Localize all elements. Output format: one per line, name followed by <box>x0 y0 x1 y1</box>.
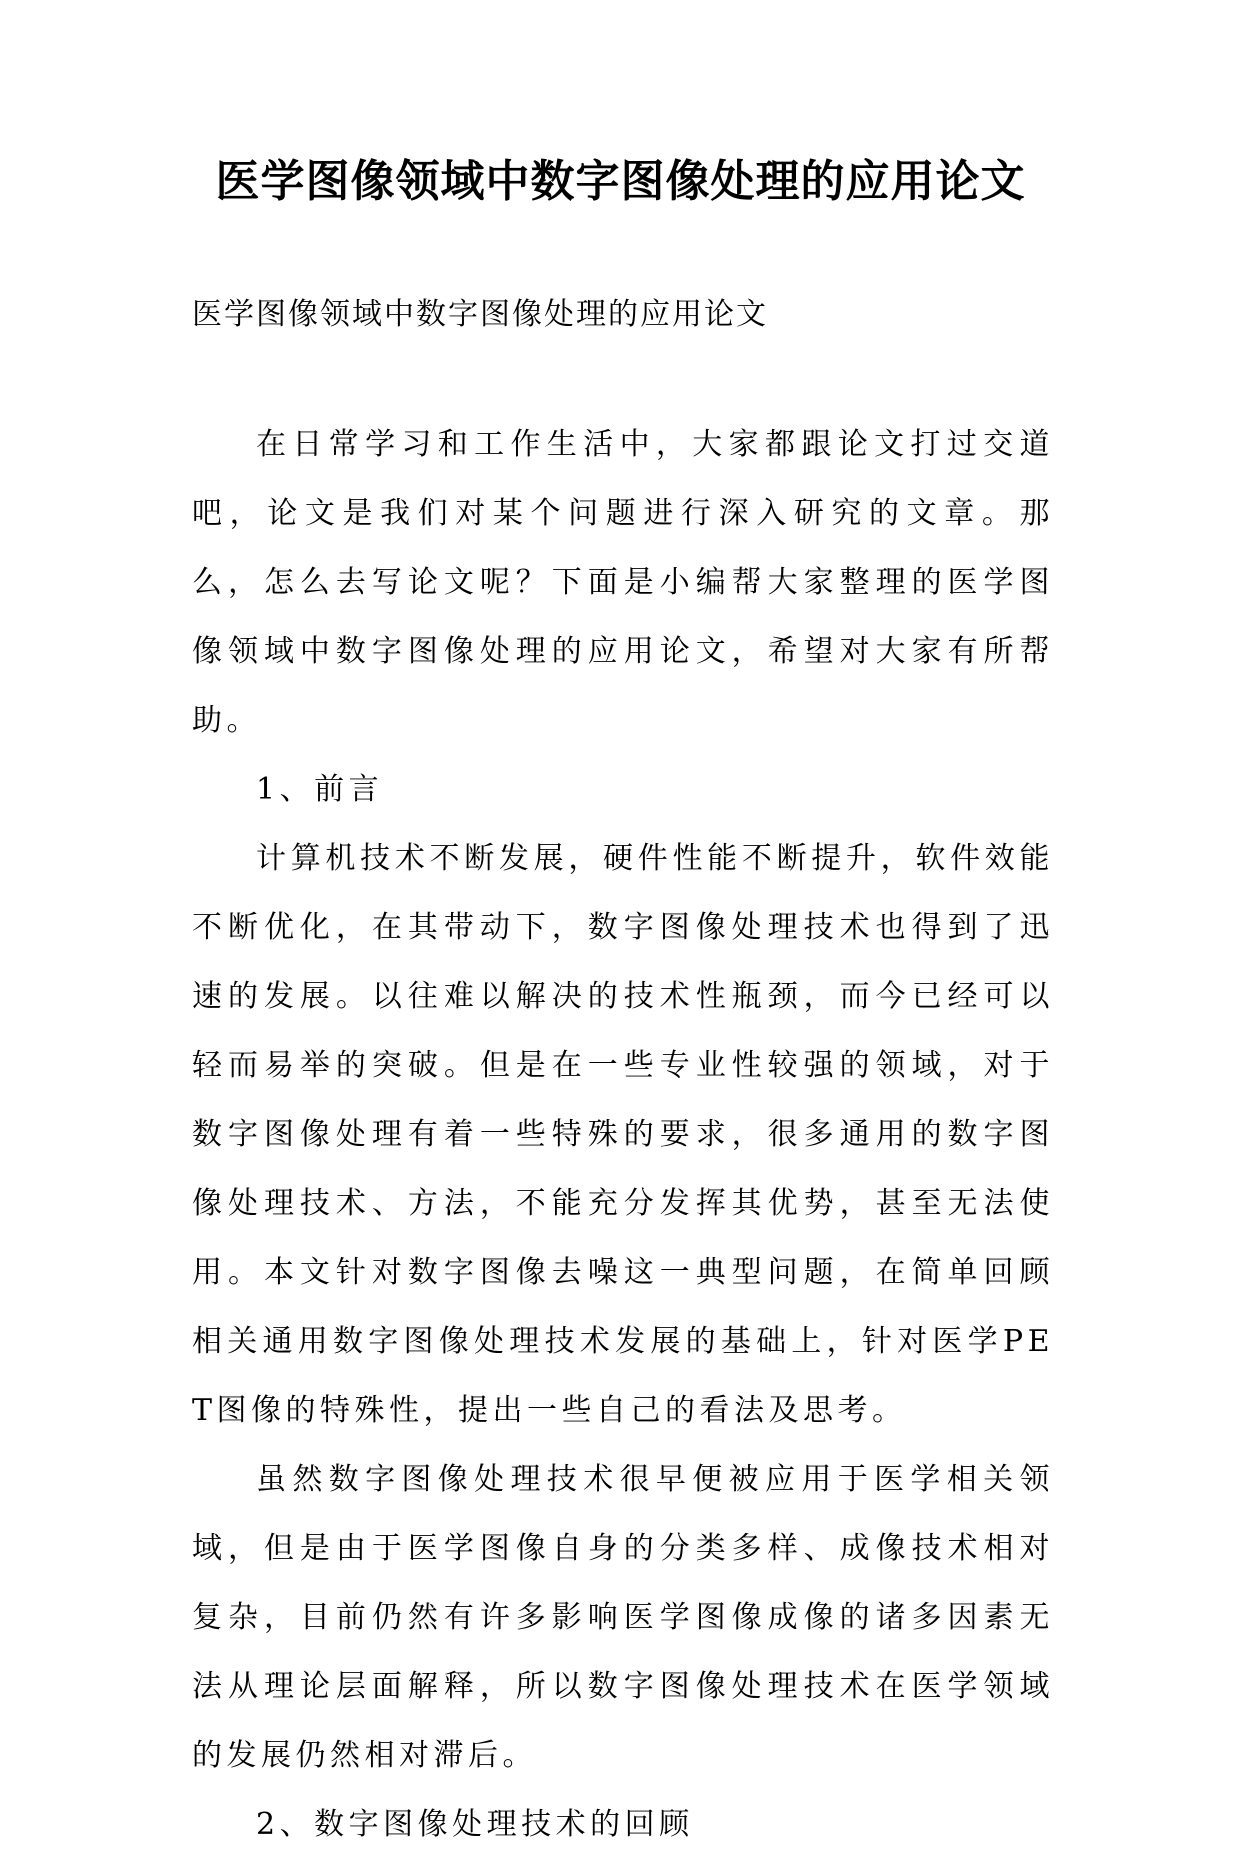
document-body <box>192 410 1054 1859</box>
document-subtitle: 医学图像领域中数字图像处理的应用论文 <box>192 297 768 332</box>
section-heading-2: 2、数字图像处理技术的回顾 <box>256 1807 694 1842</box>
body-paragraph: 计算机技术不断发展，硬件性能不断提升，软件效能不断优化，在其带动下，数字图像处理技术也得到了迅速的发展。以往难以解决的技术性瓶颈，而今已经可以轻而易举的突破。但是在一些专业性较强的领域，对于数字图像处理有着一些特殊的要求，很多通用的数字图像处理技术、方法，不能充分发挥其优势，甚至无法使用。本文针对数字图像去噪这一典型问题，在简单回顾相关通用数字图像处理技术发展的基础上，针对医学PET图像的特殊性，提出一些自己的看法及思考。 <box>192 841 1054 1428</box>
document-title: 医学图像领域中数字图像处理的应用论文 <box>215 156 1026 207</box>
intro-paragraph: 在日常学习和工作生活中，大家都跟论文打过交道吧，论文是我们对某个问题进行深入研究的文章。那么，怎么去写论文呢？下面是小编帮大家整理的医学图像领域中数字图像处理的应用论文，希望对大家有所帮助。 <box>192 427 1054 738</box>
body-paragraph: 虽然数字图像处理技术很早便被应用于医学相关领域，但是由于医学图像自身的分类多样、成像技术相对复杂，目前仍然有许多影响医学图像成像的诸多因素无法从理论层面解释，所以数字图像处理技术在医学领域的发展仍然相对滞后。 <box>192 1462 1054 1773</box>
section-heading-1: 1、前言 <box>256 772 384 807</box>
